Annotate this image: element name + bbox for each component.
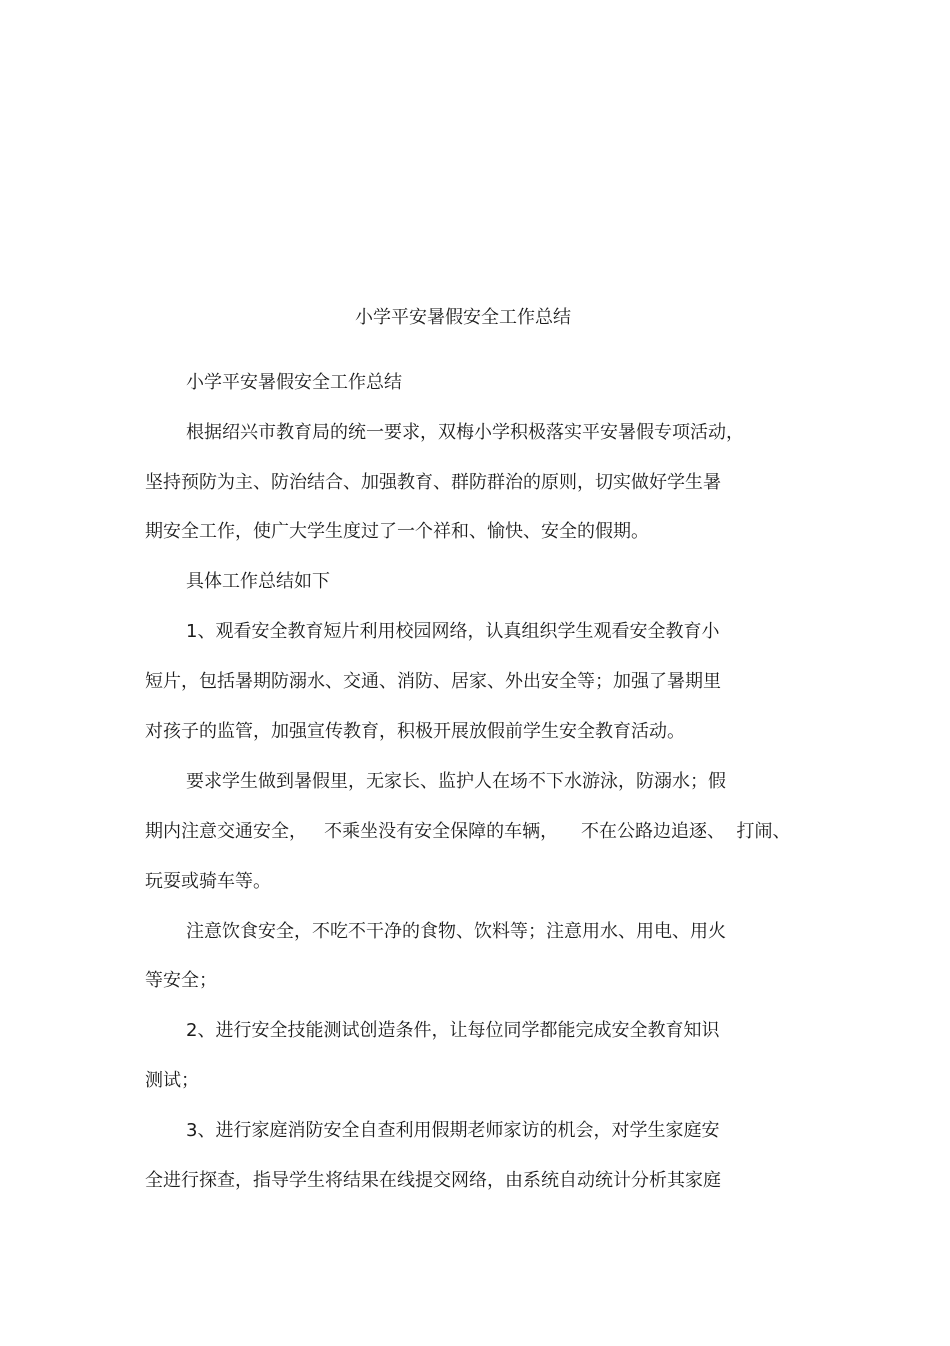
paragraph-line: 期安全工作，使广大学生度过了一个祥和、愉快、安全的假期。 bbox=[145, 521, 649, 542]
paragraph-line: 期内注意交通安全， 不乘坐没有安全保障的车辆， 不在公路边追逐、 打闹、 bbox=[145, 821, 791, 842]
paragraph-line: 短片，包括暑期防溺水、交通、消防、居家、外出安全等；加强了暑期里 bbox=[145, 671, 721, 692]
paragraph-line: 3、进行家庭消防安全自查利用假期老师家访的机会，对学生家庭安 bbox=[186, 1120, 720, 1141]
paragraph-line: 2、进行安全技能测试创造条件，让每位同学都能完成安全教育知识 bbox=[186, 1020, 720, 1041]
paragraph-line: 测试； bbox=[145, 1070, 199, 1091]
document-title: 小学平安暑假安全工作总结 bbox=[355, 307, 571, 328]
paragraph-line: 坚持预防为主、防治结合、加强教育、群防群治的原则，切实做好学生暑 bbox=[145, 472, 721, 493]
paragraph-line: 玩耍或骑车等。 bbox=[145, 871, 271, 892]
paragraph-line: 全进行探查，指导学生将结果在线提交网络，由系统自动统计分析其家庭 bbox=[145, 1170, 721, 1191]
paragraph-line: 等安全； bbox=[145, 970, 217, 991]
paragraph-line: 具体工作总结如下 bbox=[186, 571, 330, 592]
paragraph-line: 1、观看安全教育短片利用校园网络，认真组织学生观看安全教育小 bbox=[186, 621, 720, 642]
section-heading: 小学平安暑假安全工作总结 bbox=[186, 372, 402, 393]
paragraph-line: 注意饮食安全，不吃不干净的食物、饮料等；注意用水、用电、用火 bbox=[186, 921, 726, 942]
paragraph-line: 根据绍兴市教育局的统一要求，双梅小学积极落实平安暑假专项活动， bbox=[186, 422, 744, 443]
paragraph-line: 对孩子的监管，加强宣传教育，积极开展放假前学生安全教育活动。 bbox=[145, 721, 685, 742]
paragraph-line: 要求学生做到暑假里，无家长、监护人在场不下水游泳，防溺水；假 bbox=[186, 771, 726, 792]
